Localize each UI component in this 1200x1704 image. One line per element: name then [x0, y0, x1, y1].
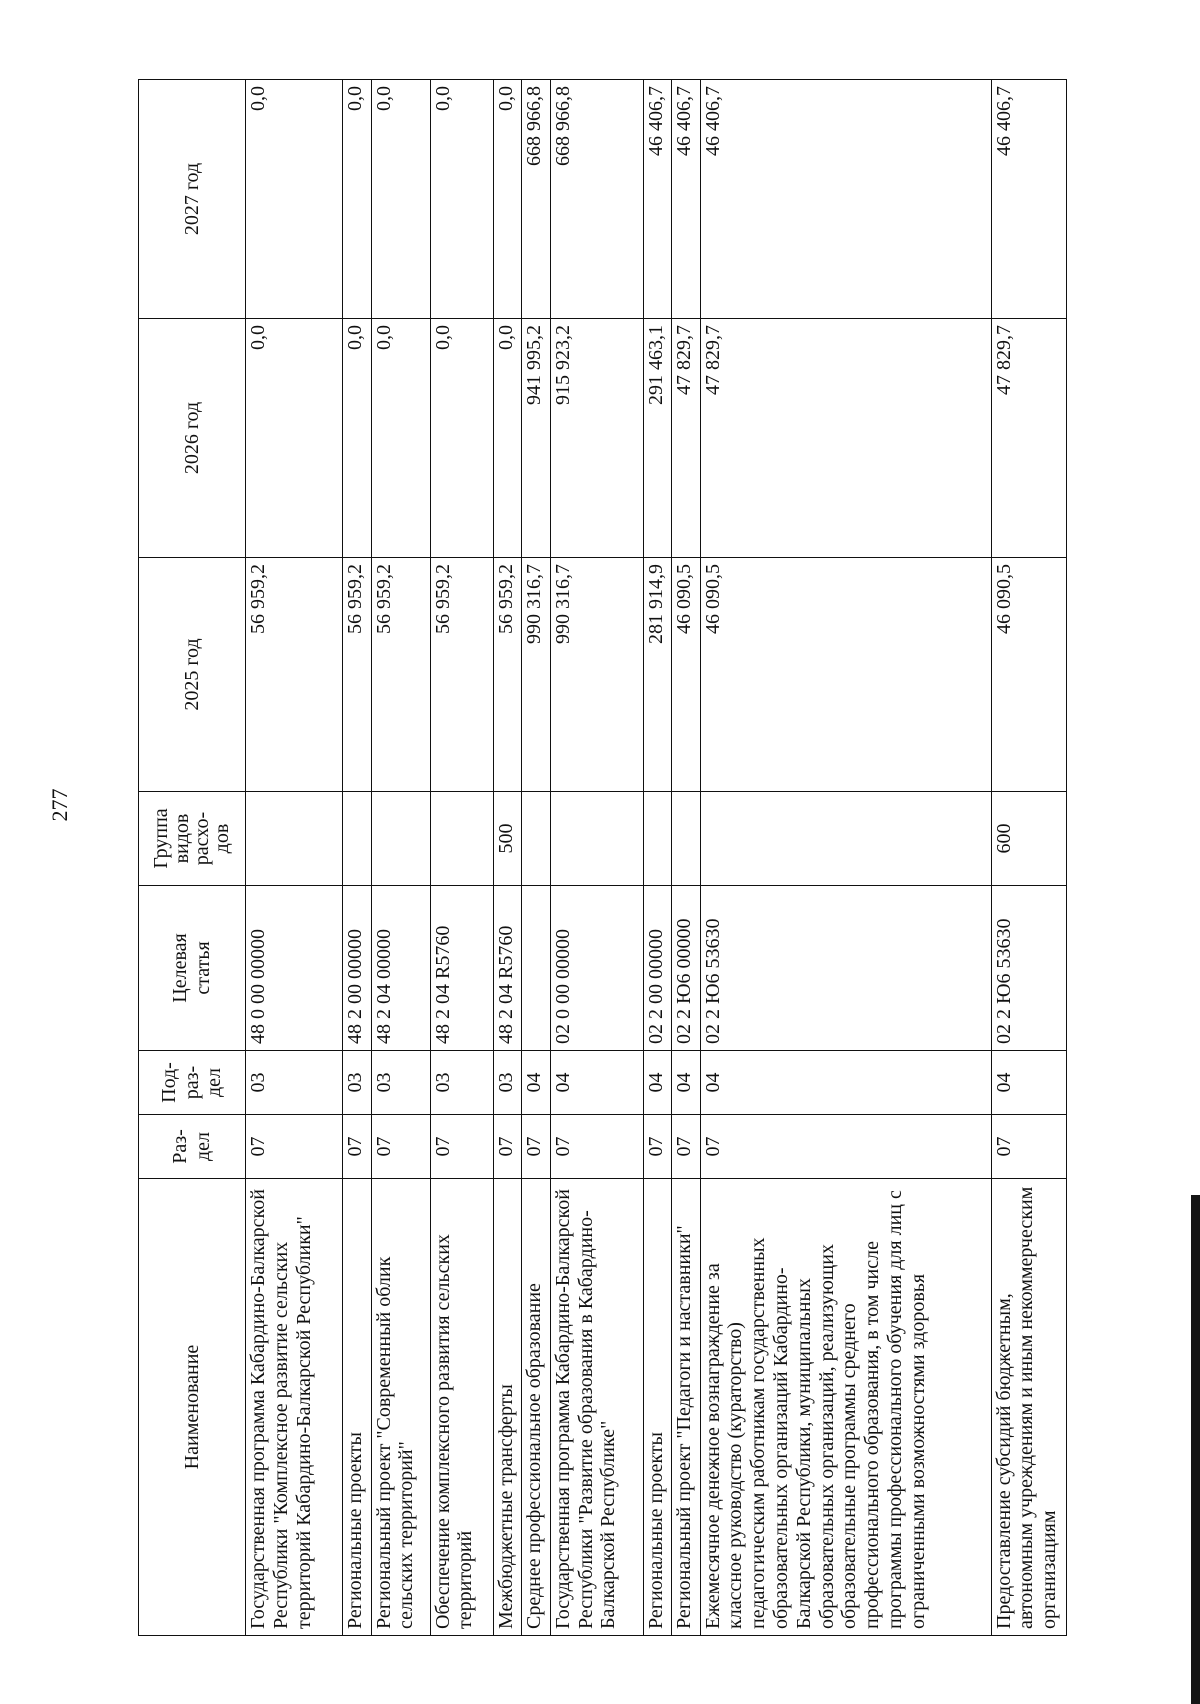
row-2025: 990 316,7	[550, 558, 643, 792]
row-2027: 0,0	[246, 80, 343, 319]
table-row	[493, 80, 521, 1636]
scan-edge	[1191, 1195, 1200, 1704]
row-group	[522, 792, 550, 886]
row-target: 48 0 00 00000	[246, 886, 343, 1051]
row-podrazdel: 03	[343, 1051, 371, 1115]
row-name: Государственная программа Кабардино-Балкарской Республики "Развитие образования в Кабардино-Балкарской Республике"	[550, 1179, 643, 1636]
row-target: 02 2 00 00000	[643, 886, 671, 1051]
row-razdel: 07	[991, 1115, 1066, 1179]
row-2025: 56 959,2	[371, 558, 430, 792]
row-target: 02 0 00 00000	[550, 886, 643, 1051]
table-row	[700, 80, 991, 1636]
row-target: 48 2 04 R5760	[493, 886, 521, 1051]
row-2027: 0,0	[493, 80, 521, 319]
row-group	[343, 792, 371, 886]
row-2027: 0,0	[430, 80, 493, 319]
page-number: 277	[47, 788, 72, 822]
row-2025: 56 959,2	[343, 558, 371, 792]
row-2025: 281 914,9	[643, 558, 671, 792]
header-group: Группа видов расхо- дов	[139, 792, 246, 886]
table-row	[343, 80, 371, 1636]
budget-table	[138, 79, 1067, 1636]
row-razdel: 07	[343, 1115, 371, 1179]
row-2026: 941 995,2	[522, 319, 550, 558]
row-target: 48 2 04 R5760	[430, 886, 493, 1051]
row-2026: 47 829,7	[700, 319, 991, 558]
row-2025: 990 316,7	[522, 558, 550, 792]
row-2025: 56 959,2	[246, 558, 343, 792]
row-group	[550, 792, 643, 886]
row-2027: 668 966,8	[550, 80, 643, 319]
row-razdel: 07	[700, 1115, 991, 1179]
row-razdel: 07	[672, 1115, 700, 1179]
row-2026: 915 923,2	[550, 319, 643, 558]
header-razdel: Раз- дел	[139, 1115, 246, 1179]
row-razdel: 07	[493, 1115, 521, 1179]
row-podrazdel: 03	[430, 1051, 493, 1115]
row-2027: 46 406,7	[643, 80, 671, 319]
row-group	[672, 792, 700, 886]
table-row	[550, 80, 643, 1636]
table-row	[246, 80, 343, 1636]
row-2025: 56 959,2	[493, 558, 521, 792]
row-2026: 0,0	[371, 319, 430, 558]
row-target	[522, 886, 550, 1051]
row-podrazdel: 03	[371, 1051, 430, 1115]
header-2026: 2026 год	[139, 319, 246, 558]
row-group: 600	[991, 792, 1066, 886]
row-target: 02 2 Ю6 53630	[991, 886, 1066, 1051]
row-razdel: 07	[522, 1115, 550, 1179]
row-target: 02 2 Ю6 53630	[700, 886, 991, 1051]
row-podrazdel: 04	[550, 1051, 643, 1115]
row-podrazdel: 04	[700, 1051, 991, 1115]
header-target: Целевая статья	[139, 886, 246, 1051]
row-target: 02 2 Ю6 00000	[672, 886, 700, 1051]
header-row	[139, 80, 246, 1636]
row-group: 500	[493, 792, 521, 886]
row-name: Региональный проект "Современный облик сельских территорий"	[371, 1179, 430, 1636]
row-target: 48 2 00 00000	[343, 886, 371, 1051]
row-podrazdel: 04	[643, 1051, 671, 1115]
header-podrazdel: Под- раз- дел	[139, 1051, 246, 1115]
table-row	[672, 80, 700, 1636]
row-name: Среднее профессиональное образование	[522, 1179, 550, 1636]
row-podrazdel: 03	[493, 1051, 521, 1115]
row-group	[700, 792, 991, 886]
row-razdel: 07	[371, 1115, 430, 1179]
row-2027: 0,0	[343, 80, 371, 319]
row-name: Предоставление субсидий бюджетным, автономным учреждениям и иным некоммерческим организациям	[991, 1179, 1066, 1636]
row-name: Межбюджетные трансферты	[493, 1179, 521, 1636]
row-target: 48 2 04 00000	[371, 886, 430, 1051]
row-name: Региональный проект "Педагоги и наставники"	[672, 1179, 700, 1636]
row-razdel: 07	[643, 1115, 671, 1179]
row-razdel: 07	[430, 1115, 493, 1179]
row-group	[246, 792, 343, 886]
table-row	[371, 80, 430, 1636]
row-name: Государственная программа Кабардино-Балкарской Республики "Комплексное развитие сельских территорий Кабардино-Балкарской Республики"	[246, 1179, 343, 1636]
table-row	[991, 80, 1066, 1636]
row-group	[430, 792, 493, 886]
row-podrazdel: 03	[246, 1051, 343, 1115]
header-2027: 2027 год	[139, 80, 246, 319]
row-podrazdel: 04	[991, 1051, 1066, 1115]
row-2027: 46 406,7	[700, 80, 991, 319]
row-razdel: 07	[550, 1115, 643, 1179]
row-name: Обеспечение комплексного развития сельских территорий	[430, 1179, 493, 1636]
row-podrazdel: 04	[522, 1051, 550, 1115]
row-2025: 46 090,5	[991, 558, 1066, 792]
row-group	[643, 792, 671, 886]
row-2025: 46 090,5	[700, 558, 991, 792]
row-name: Региональные проекты	[643, 1179, 671, 1636]
budget-table-container	[138, 80, 1067, 1636]
row-podrazdel: 04	[672, 1051, 700, 1115]
row-2027: 0,0	[371, 80, 430, 319]
row-2026: 0,0	[246, 319, 343, 558]
row-2027: 46 406,7	[672, 80, 700, 319]
row-2025: 56 959,2	[430, 558, 493, 792]
row-2026: 0,0	[493, 319, 521, 558]
row-name: Региональные проекты	[343, 1179, 371, 1636]
row-group	[371, 792, 430, 886]
table-row	[643, 80, 671, 1636]
row-2025: 46 090,5	[672, 558, 700, 792]
row-name: Ежемесячное денежное вознаграждение за классное руководство (кураторство) педагогическим работникам государственных образовательных организаций Кабардино-Балкарской Республики, муниципальных образовательных организаций, реализующих образовательные программы среднего профессионального образования, в том числе программы профессионального обучения для лиц с ограниченными возможностями здоровья	[700, 1179, 991, 1636]
row-2026: 0,0	[343, 319, 371, 558]
row-razdel: 07	[246, 1115, 343, 1179]
header-name: Наименование	[139, 1179, 246, 1636]
table-row	[430, 80, 493, 1636]
row-2027: 668 966,8	[522, 80, 550, 319]
row-2027: 46 406,7	[991, 80, 1066, 319]
row-2026: 47 829,7	[991, 319, 1066, 558]
row-2026: 47 829,7	[672, 319, 700, 558]
row-2026: 0,0	[430, 319, 493, 558]
row-2026: 291 463,1	[643, 319, 671, 558]
table-row	[522, 80, 550, 1636]
header-2025: 2025 год	[139, 558, 246, 792]
